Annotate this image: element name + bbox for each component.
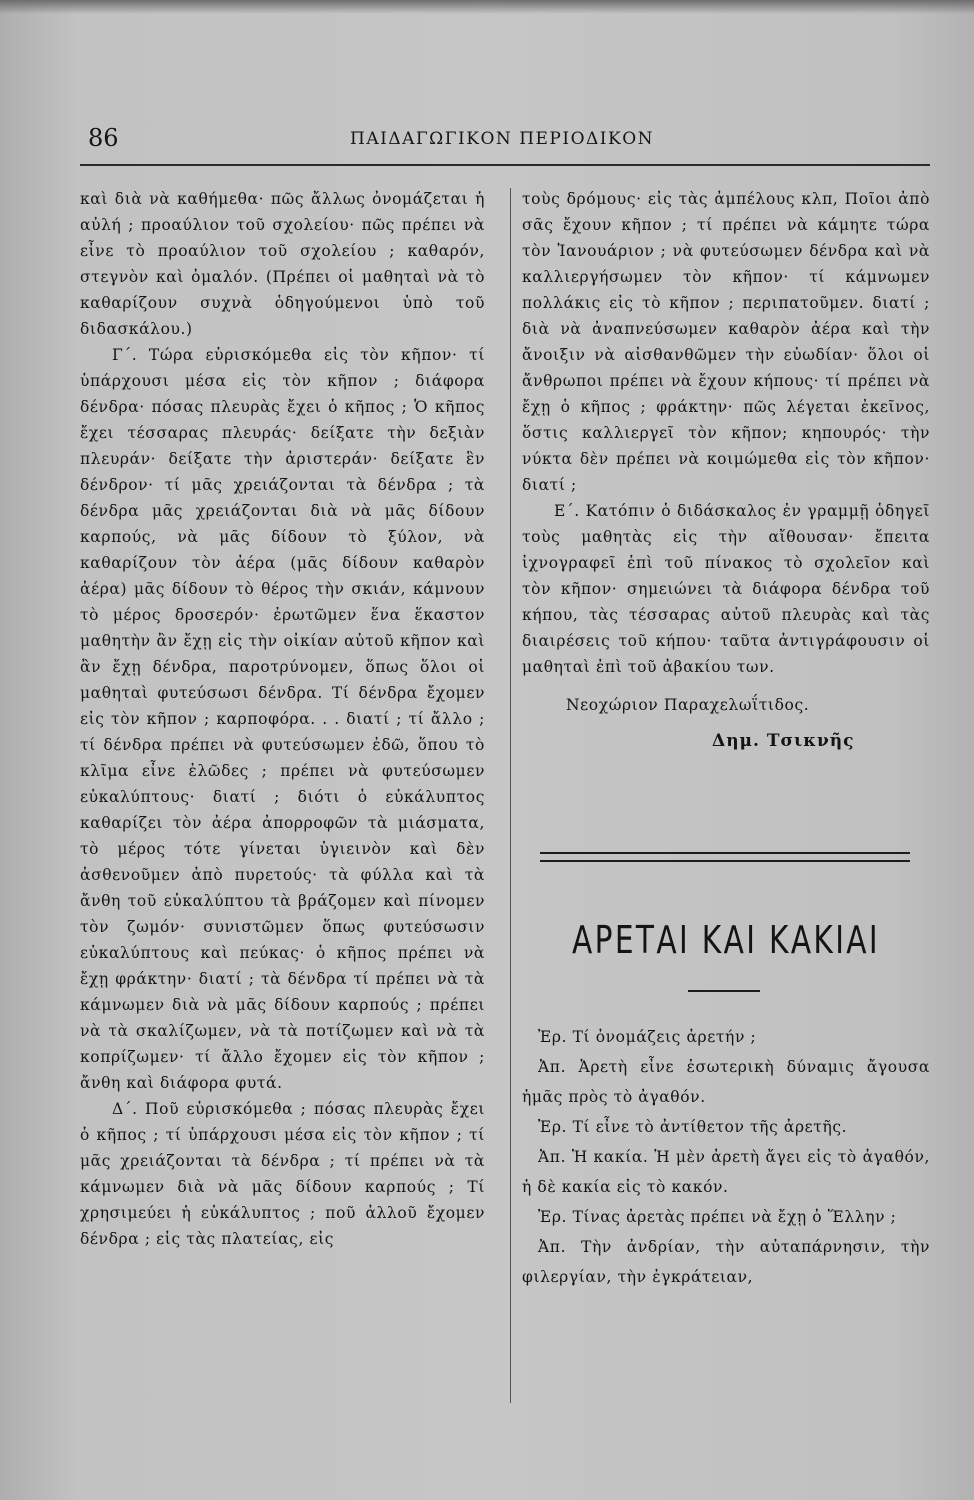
- qa-line: Ἐρ. Τίνας ἀρετὰς πρέπει νὰ ἔχῃ ὁ Ἕλλην ;: [538, 1208, 897, 1226]
- qa-line: Ἀπ. Ἀρετὴ εἶνε ἐσωτερικὴ δύναμις ἄγουσα ἡμᾶς πρὸς τὸ ἀγαθόν.: [522, 1058, 930, 1106]
- qa-line: Ἀπ. Ἡ κακία. Ἡ μὲν ἀρετὴ ἄγει εἰς τὸ ἀγαθόν, ἡ δὲ κακία εἰς τὸ κακόν.: [522, 1148, 930, 1196]
- page-header: [80, 122, 930, 156]
- qa-line: Ἐρ. Τί ὀνομάζεις ἀρετήν ;: [538, 1028, 757, 1046]
- right-paragraph-1: τοὺς δρόμους· εἰς τὰς ἀμπέλους κλπ, Ποῖοι ἀπὸ σᾶς ἔχουν κῆπον ; τί πρέπει νὰ κάμητε τώρα τὸν Ἰανουάριον ; νὰ φυτεύσωμεν δένδρα καὶ νὰ καλλιεργήσωμεν τὸν κῆπον· τί κάμνωμεν πολλάκις εἰς τὸ κῆπον ; περιπατοῦμεν. διατί ; διὰ νὰ ἀναπνεύσωμεν καθαρὸν ἀέρα καὶ τὴν ἄνοιξιν νὰ αἰσθανθῶμεν τὴν εὐωδίαν· ὅλοι οἱ ἄνθρωποι πρέπει νὰ ἔχουν κήπους· τί πρέπει νὰ ἔχῃ ὁ κῆπος ; φράκτην· πῶς λέγεται ἐκεῖνος, ὅστις καλλιεργεῖ τὸν κῆπον; κηπουρός· τὴν νύκτα δὲν πρέπει νὰ κοιμώμεθα εἰς τὸν κῆπον· διατί ;: [522, 190, 930, 494]
- title-underline: [688, 990, 760, 992]
- journal-title: ΠΑΙΔΑΓΩΓΙΚΟΝ ΠΕΡΙΟΔΙΚΟΝ: [350, 129, 655, 149]
- author-signature: Δημ. Τσικνῆς: [712, 731, 855, 751]
- section-title: ΑΡΕΤΑΙ ΚΑΙ ΚΑΚΙΑΙ: [571, 918, 880, 962]
- page-number: 86: [88, 124, 119, 152]
- left-paragraph-1: καὶ διὰ νὰ καθήμεθα· πῶς ἄλλως ὀνομάζεται ἡ αὐλή ; προαύλιον τοῦ σχολείου· πῶς πρέπει νὰ εἶνε τὸ προαύλιον τοῦ σχολείου ; καθαρόν, στεγνὸν καὶ ὁμαλόν. (Πρέπει οἱ μαθηταὶ νὰ τὸ καθαρίζουν συχνὰ ὁδηγούμενοι ὑπὸ τοῦ διδασκάλου.): [80, 190, 485, 338]
- left-paragraph-3: Δ΄. Ποῦ εὑρισκόμεθα ; πόσας πλευρὰς ἔχει ὁ κῆπος ; τί ὑπάρχουσι μέσα εἰς τὸν κῆπον ; τί μᾶς χρειάζονται τὰ δένδρα ; τί πρέπει νὰ τὰ κάμνωμεν διὰ νὰ μᾶς δίδουν καρπούς ; Τί χρησιμεύει ἡ εὐκάλυπτος ; ποῦ ἀλλοῦ ἔχομεν δένδρα ; εἰς τὰς πλατείας, εἰς: [80, 1100, 485, 1248]
- left-column: [80, 186, 485, 1252]
- place-line: Νεοχώριον Παραχελωΐτιδος.: [566, 696, 810, 714]
- scan-edge-shadow: [0, 0, 974, 14]
- header-rule: [80, 164, 930, 166]
- column-divider: [510, 188, 511, 1403]
- right-paragraph-2: Ε΄. Κατόπιν ὁ διδάσκαλος ἐν γραμμῇ ὁδηγεῖ τοὺς μαθητὰς εἰς τὴν αἴθουσαν· ἔπειτα ἰχνογραφεῖ ἐπὶ τοῦ πίνακος τὸ σχολεῖον καὶ τὸν κῆπον· σημειώνει τὰ διάφορα δένδρα τοῦ κήπου, τὰς τέσσαρας αὐτοῦ πλευρὰς καὶ τὰς διαιρέσεις τοῦ κήπου· ταῦτα ἀντιγράφουσιν οἱ μαθηταὶ ἐπὶ τοῦ ἀβακίου των.: [522, 502, 930, 676]
- right-column: [522, 186, 930, 754]
- left-paragraph-2: Γ΄. Τώρα εὑρισκόμεθα εἰς τὸν κῆπον· τί ὑπάρχουσι μέσα εἰς τὸν κῆπον ; διάφορα δένδρα· πόσας πλευρὰς ἔχει ὁ κῆπος ; Ὁ κῆπος ἔχει τέσσαρας πλευράς· δείξατε τὴν δεξιὰν πλευράν· δείξατε τὴν ἀριστεράν· δείξατε ἓν δένδρον· τί μᾶς χρειάζονται τὰ δένδρα ; τὰ δένδρα μᾶς χρειάζονται διὰ νὰ μᾶς δίδουν καρπούς, νὰ μᾶς δίδουν τὸ ξύλον, νὰ καθαρίζουν τὸν ἀέρα (μᾶς δίδουν καθαρὸν ἀέρα) μᾶς δίδουν τὸ θέρος τὴν σκιάν, κάμνουν τὸ μέρος δροσερόν· ἐρωτῶμεν ἕνα ἕκαστον μαθητὴν ἂν ἔχῃ εἰς τὴν οἰκίαν αὐτοῦ κῆπον καὶ ἂν ἔχῃ δένδρα, παροτρύνομεν, ὅπως ὅλοι οἱ μαθηταὶ φυτεύσωσι δένδρα. Τί δένδρα ἔχομεν εἰς τὸν κῆπον ; καρποφόρα. . . διατί ; τί ἄλλο ; τί δένδρα πρέπει νὰ φυτεύσωμεν ἐδῶ, ὅπου τὸ κλῖμα εἶνε ἑλῶδες ; πρέπει νὰ φυτεύσωμεν εὐκαλύπτους· διατί ; διότι ὁ εὐκάλυπτος καθαρίζει τὸν ἀέρα ἀπορροφῶν τὰ μιάσματα, τὸ μέρος τότε γίνεται ὑγιεινὸν καὶ δὲν ἀσθενοῦμεν ἀπὸ πυρετούς· τὰ φύλλα καὶ τὰ ἄνθη τοῦ εὐκαλύπτου τὰ βράζομεν καὶ πίνομεν τὸν ζωμόν· συνιστῶμεν ὅπως φυτεύσωσιν εὐκαλύπτους καὶ πεύκας· ὁ κῆπος πρέπει νὰ ἔχῃ φράκτην· διατί ; τὰ δένδρα τί πρέπει νὰ τὰ κάμνωμεν διὰ νὰ μᾶς δίδουν καρπούς ; πρέπει νὰ τὰ σκαλίζωμεν, νὰ τὰ ποτίζωμεν καὶ νὰ τὰ κοπρίζωμεν· τί ἄλλο ἔχομεν εἰς τὸν κῆπον ; ἄνθη καὶ διάφορα φυτά.: [80, 346, 485, 1092]
- section-separator: [540, 852, 910, 854]
- qa-block: [522, 1022, 930, 1292]
- qa-line: Ἐρ. Τί εἶνε τὸ ἀντίθετον τῆς ἀρετῆς.: [538, 1118, 848, 1136]
- qa-line: Ἀπ. Τὴν ἀνδρίαν, τὴν αὐταπάρνησιν, τὴν φιλεργίαν, τὴν ἐγκράτειαν,: [522, 1238, 930, 1286]
